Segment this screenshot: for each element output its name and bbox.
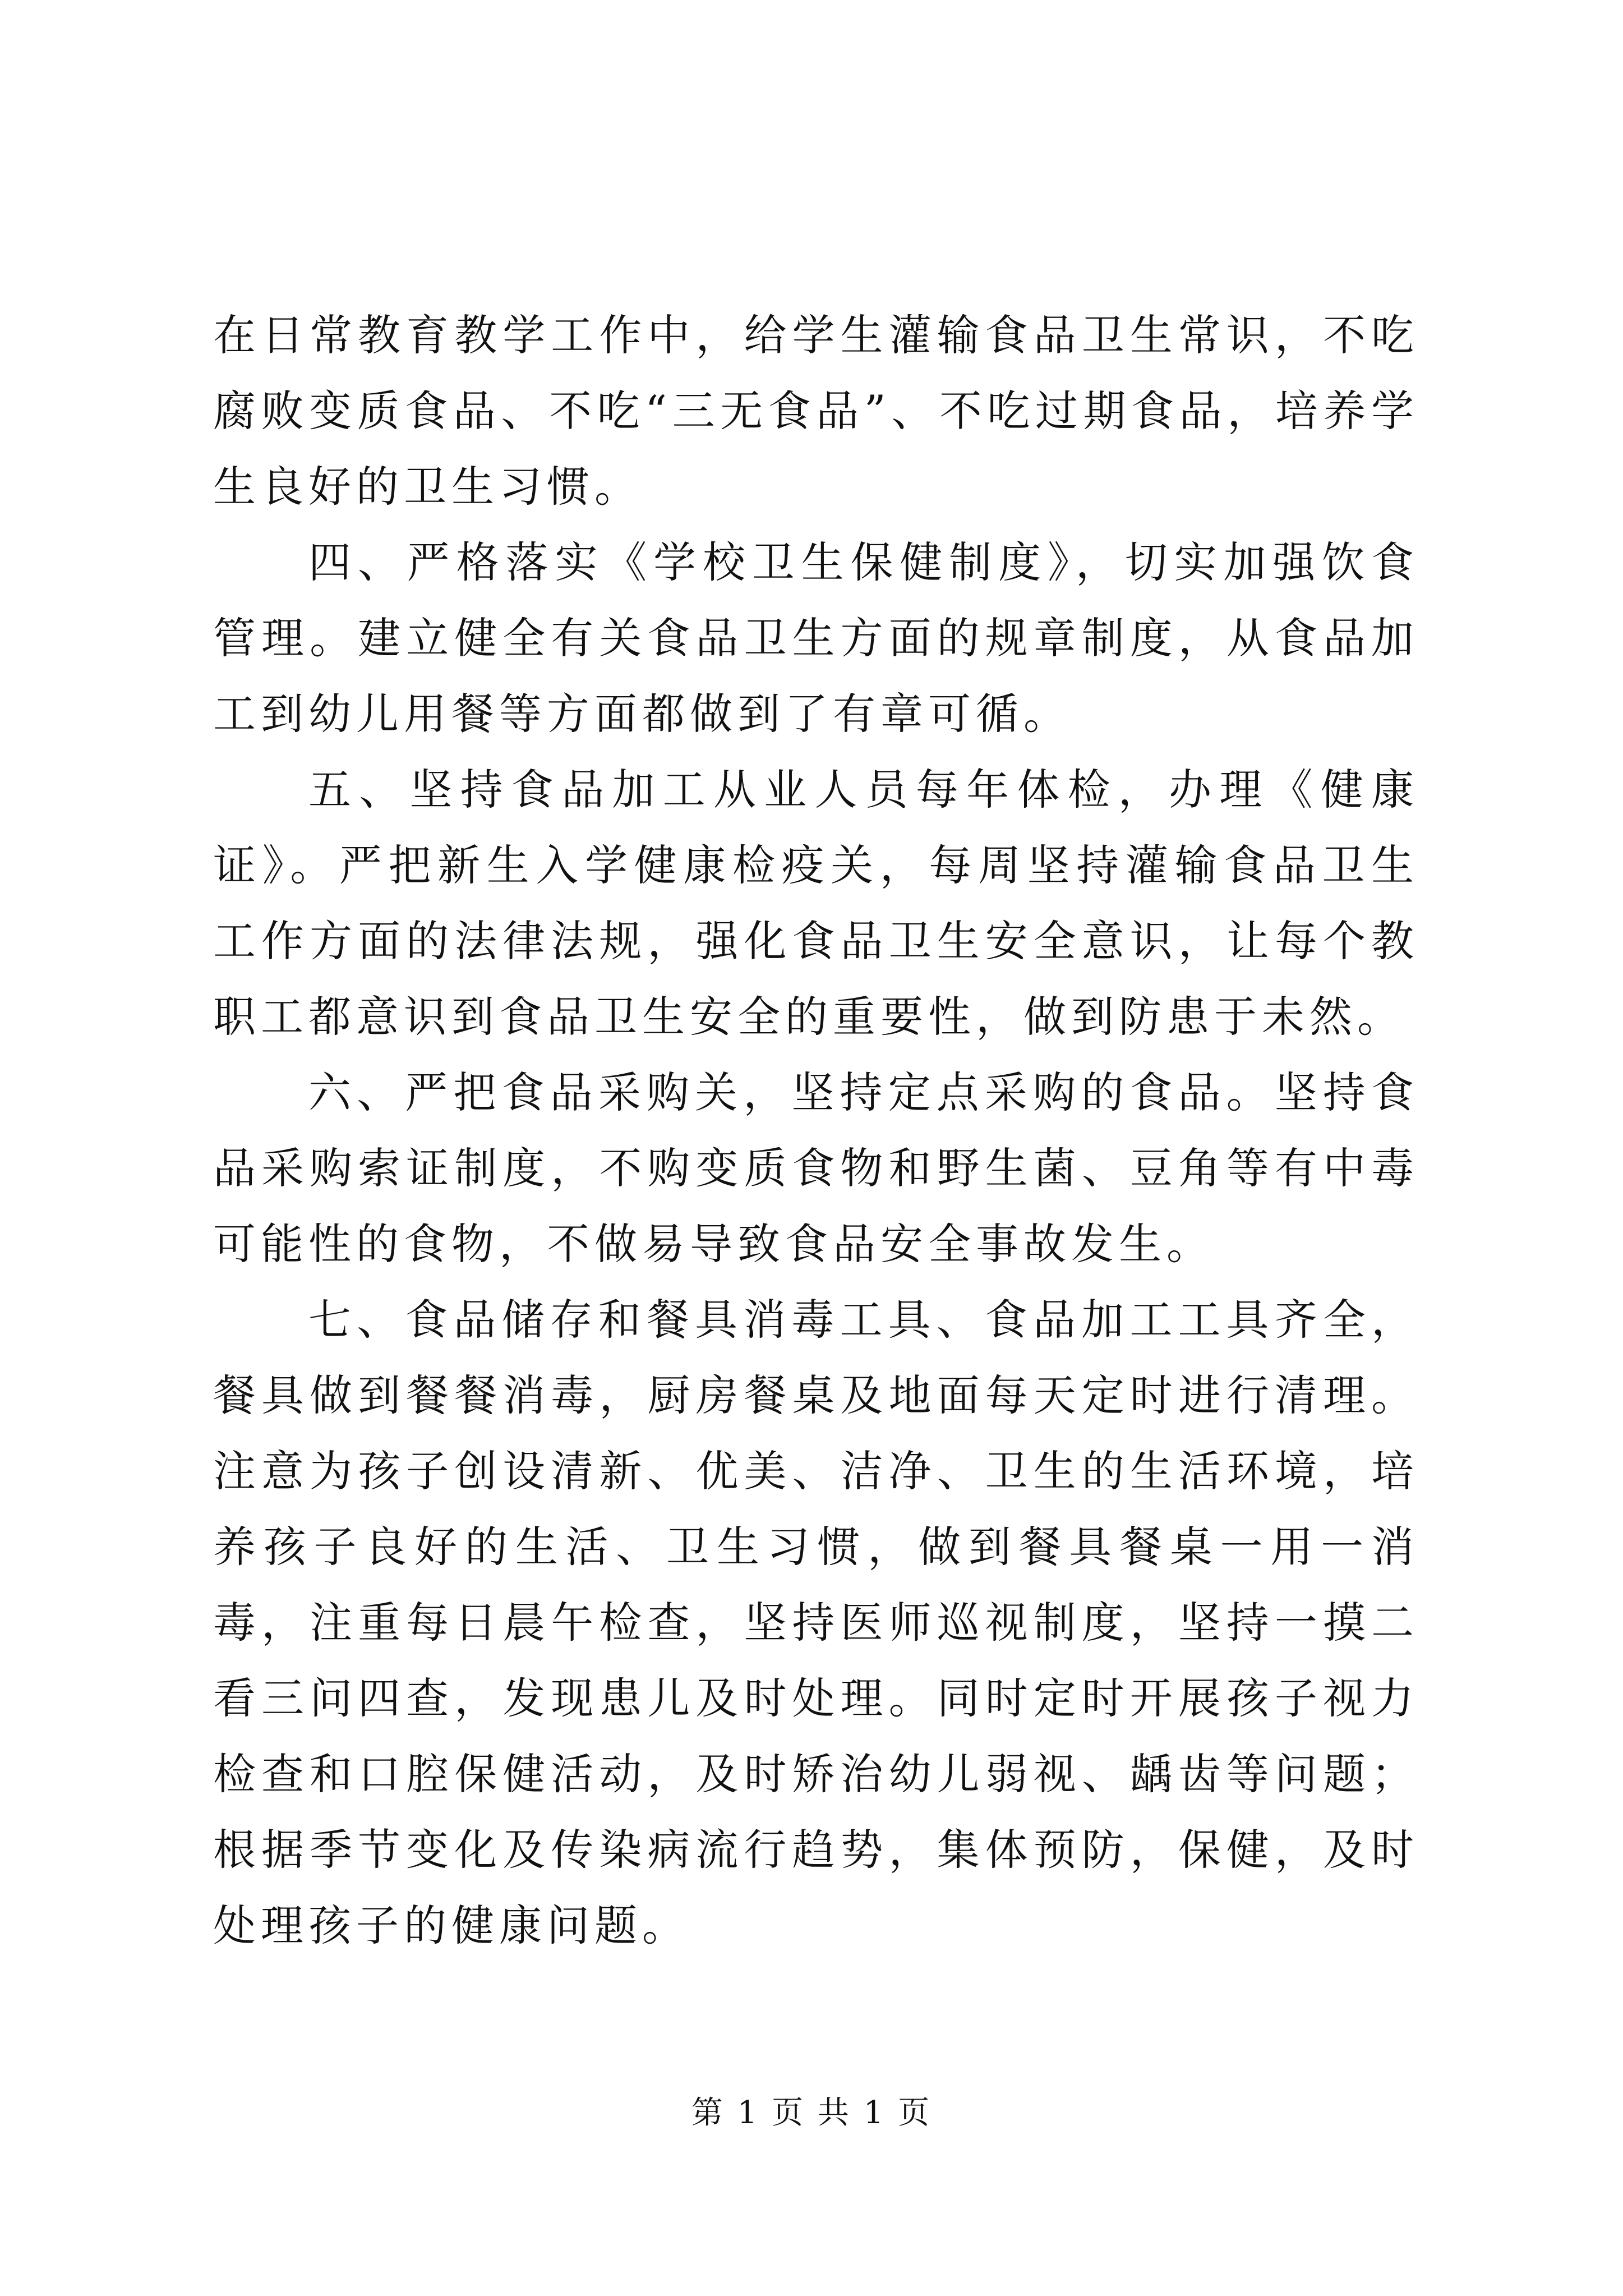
paragraph-section-4: 四、严格落实《学校卫生保健制度》，切实加强饮食管理。建立健全有关食品卫生方面的规章制度，从食品加工到幼儿用餐等方面都做到了有章可循。: [213, 537, 1419, 739]
paragraph-intro: 在日常教育教学工作中，给学生灌输食品卫生常识，不吃腐败变质食品、不吃“三无食品”、不吃过期食品，培养学生良好的卫生习惯。: [213, 310, 1419, 512]
paragraph-section-6: 六、严把食品采购关，坚持定点采购的食品。坚持食品采购索证制度，不购变质食物和野生菌、豆角等有中毒可能性的食物，不做易导致食品安全事故发生。: [213, 1068, 1419, 1269]
paragraph-section-7: 七、食品储存和餐具消毒工具、食品加工工具齐全，餐具做到餐餐消毒，厨房餐桌及地面每天定时进行清理。注意为孩子创设清新、优美、洁净、卫生的生活环境，培养孩子良好的生活、卫生习惯，做到餐具餐桌一用一消毒，注重每日晨午检查，坚持医师巡视制度，坚持一摸二看三问四查，发现患儿及时处理。同时定时开展孩子视力检查和口腔保健活动，及时矫治幼儿弱视、龋齿等问题；根据季节变化及传染病流行趋势，集体预防，保健，及时处理孩子的健康问题。: [213, 1295, 1419, 1950]
page-number-footer: 第 1 页 共 1 页: [691, 2095, 932, 2131]
document-body: [213, 297, 1419, 1963]
paragraph-section-5: 五、坚持食品加工从业人员每年体检，办理《健康证》。严把新生入学健康检疫关，每周坚持灌输食品卫生工作方面的法律法规，强化食品卫生安全意识，让每个教职工都意识到食品卫生安全的重要性，做到防患于未然。: [213, 765, 1419, 1042]
